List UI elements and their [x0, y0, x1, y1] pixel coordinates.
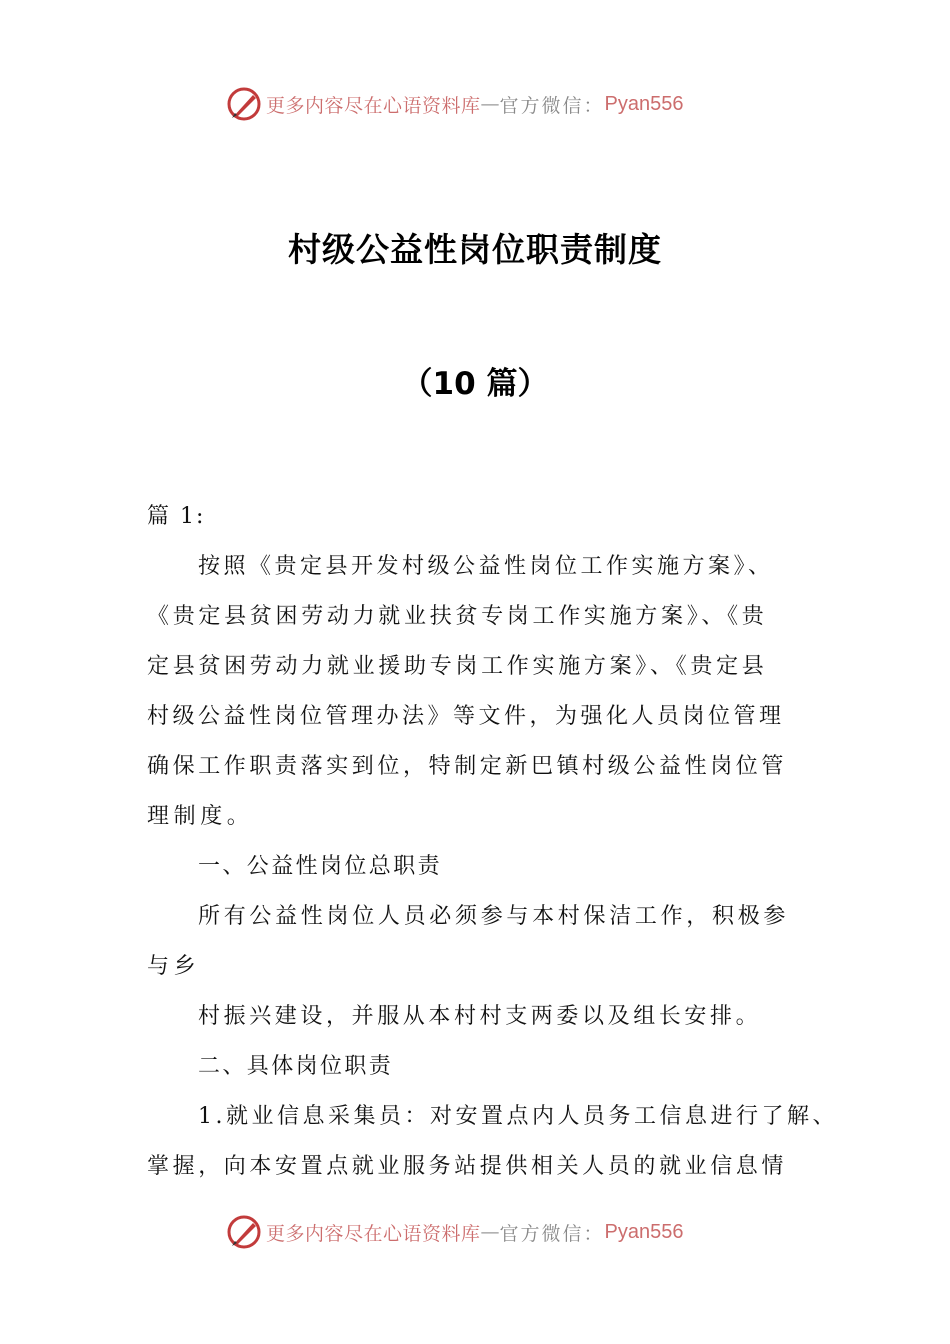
paragraph-line: 按照《贵定县开发村级公益性岗位工作实施方案》、: [198, 554, 774, 579]
watermark-header: [0, 84, 950, 124]
paragraph-line: 理制度。: [147, 804, 254, 829]
paragraph-line: 村级公益性岗位管理办法》等文件，为强化人员岗位管理: [147, 704, 785, 729]
quill-pen-logo-icon: [226, 1214, 262, 1250]
subsection-heading: 二、具体岗位职责: [198, 1054, 394, 1079]
subsection-heading: 一、公益性岗位总职责: [198, 854, 443, 879]
watermark-text: 更多内容尽在心语资料库: [266, 94, 481, 117]
paragraph-line: 确保工作职责落实到位，特制定新巴镇村级公益性岗位管: [147, 754, 788, 779]
paragraph-line: 所有公益性岗位人员必须参与本村保洁工作，积极参: [198, 904, 790, 929]
paragraph-line: 1.就业信息采集员：对安置点内人员务工信息进行了解、: [198, 1104, 838, 1129]
paragraph-line: 与乡: [147, 954, 201, 979]
watermark-id: Pyan556: [604, 92, 684, 115]
watermark-separator: —: [480, 93, 500, 115]
paragraph-line: 定县贫困劳动力就业援助专岗工作实施方案》、《贵定县: [147, 654, 768, 679]
paragraph-line: 掌握，向本安置点就业服务站提供相关人员的就业信息情: [147, 1154, 788, 1179]
watermark-separator: —: [480, 1221, 500, 1243]
watermark-text: 更多内容尽在心语资料库: [266, 1222, 481, 1245]
section-heading: 篇 1:: [147, 504, 206, 529]
quill-pen-logo-icon: [226, 86, 262, 122]
document-subtitle: （10 篇）: [401, 366, 549, 402]
paragraph-line: 村振兴建设，并服从本村村支两委以及组长安排。: [198, 1004, 762, 1029]
watermark-id: Pyan556: [604, 1220, 684, 1243]
watermark-label: 官方微信：: [499, 94, 605, 117]
paragraph-line: 《贵定县贫困劳动力就业扶贫专岗工作实施方案》、《贵: [147, 604, 768, 629]
watermark-label: 官方微信：: [499, 1222, 605, 1245]
document-title: 村级公益性岗位职责制度: [288, 230, 662, 269]
watermark-footer: [0, 1212, 950, 1252]
